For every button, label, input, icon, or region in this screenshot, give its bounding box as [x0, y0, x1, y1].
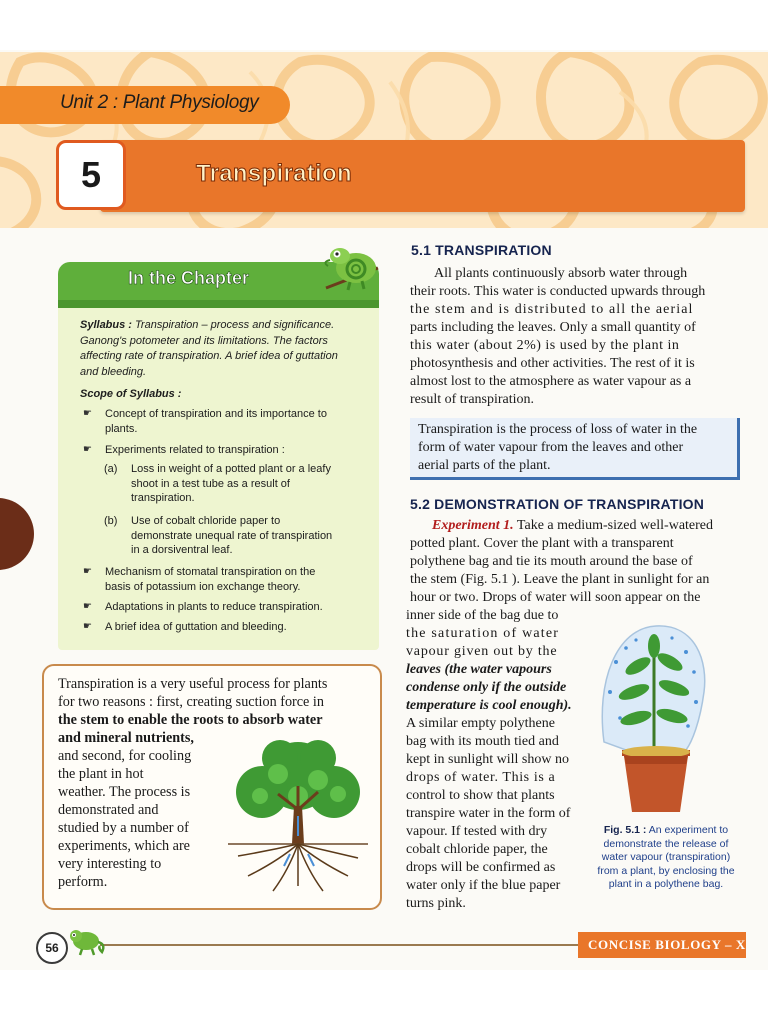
syllabus-line: Transpiration – process and significance. [135, 319, 335, 331]
scope-bullet: ☛ Mechanism of stomatal transpiration on the basis of potassium ion exchange theory. [83, 566, 316, 593]
paragraph-line: condense only if the outside [406, 680, 567, 695]
paragraph-line: their roots. This water is conducted upwards through [410, 284, 706, 299]
paragraph-line: the saturation of water [406, 626, 560, 641]
scope-label: Scope of Syllabus : [80, 388, 182, 400]
scope-bullet: ☛ A brief idea of guttation and bleeding. [83, 621, 287, 633]
scope-bullet: ☛ Concept of transpiration and its importance to plants. [83, 408, 327, 435]
tree-illustration [218, 736, 378, 896]
paragraph-line: water only if the blue paper [406, 878, 561, 893]
pointing-hand-icon: ☛ [83, 408, 92, 419]
chapter-number-box [56, 140, 126, 210]
figure-caption-text: An experiment to demonstrate the release of water vapour (transpiration) from a plant, by enclosing the plant in a polythene bag. [597, 824, 735, 890]
pointing-hand-icon: ☛ [83, 444, 92, 455]
in-the-chapter-title: In the Chapter [128, 268, 250, 288]
use-line: weather. The process is [58, 784, 191, 800]
paragraph-line: All plants continuously absorb water through [434, 266, 688, 281]
paragraph-line: drops of water. This is a [406, 770, 556, 785]
definition-line: Transpiration is the process of loss of water in the [418, 422, 698, 437]
use-line: very interesting to [58, 856, 162, 872]
use-line: for two reasons : first, creating suction force in [58, 694, 324, 710]
pointing-hand-icon: ☛ [83, 621, 92, 632]
section-heading: 5.1 TRANSPIRATION [411, 242, 552, 258]
paragraph-line: potted plant. Cover the plant with a transparent [410, 536, 674, 551]
paragraph-line: A similar empty polythene [406, 716, 555, 731]
paragraph-line: almost lost to the atmosphere as water vapour as a [410, 374, 692, 389]
paragraph-line: vapour given out by the [406, 644, 558, 659]
syllabus-line: and bleeding. [80, 365, 147, 378]
use-line: demonstrated and [58, 802, 159, 818]
use-line: Transpiration is a very useful process for plants [58, 676, 328, 692]
figure-caption [591, 824, 741, 892]
paragraph-line: leaves (the water vapours [406, 662, 552, 677]
paragraph-line: inner side of the bag due to [406, 608, 559, 623]
syllabus-label: Syllabus : [80, 319, 132, 331]
book-title: CONCISE BIOLOGY – X [588, 937, 746, 952]
chameleon-icon [322, 238, 382, 302]
figure-label: Fig. 5.1 : [603, 824, 647, 836]
chameleon-icon [64, 926, 106, 956]
section-heading: 5.2 DEMONSTRATION OF TRANSPIRATION [410, 496, 705, 512]
use-line: and mineral nutrients, [58, 730, 194, 746]
use-line: the plant in hot [58, 766, 144, 782]
paragraph-line: the stem and is distributed to all the aerial [410, 302, 694, 317]
scope-subitem: (a) Loss in weight of a potted plant or a leafy shoot in a test tube as a result of transpiration. [104, 463, 331, 504]
definition-line: aerial parts of the plant. [418, 458, 551, 473]
paragraph-line: Experiment 1. Take a medium-sized well-watered [432, 518, 714, 533]
paragraph-line: vapour. If tested with dry [406, 824, 548, 839]
use-line: experiments, which are [58, 838, 190, 854]
paragraph-line: control to show that plants [406, 788, 555, 803]
scope-subitem: (b) Use of cobalt chloride paper to demonstrate unequal rate of transpiration in a dorsiventral leaf. [104, 515, 333, 556]
paragraph-line: temperature is cool enough). [406, 698, 572, 713]
experiment-label: Experiment 1. [432, 518, 514, 533]
paragraph-line: kept in sunlight will show no [406, 752, 569, 767]
paragraph-line: the stem (Fig. 5.1 ). Leave the plant in sunlight for an [410, 572, 710, 587]
paragraph-line: result of transpiration. [410, 392, 535, 407]
paragraph-line: photosynthesis and other activities. The rest of it is [410, 356, 695, 371]
scope-bullet: ☛ Experiments related to transpiration : [83, 444, 285, 456]
paragraph-line: hour or two. Drops of water will soon appear on the [410, 590, 701, 605]
use-line: perform. [58, 874, 108, 890]
use-line: studied by a number of [58, 820, 189, 836]
chapter-title: Transpiration [196, 160, 352, 187]
paragraph-line: drops will be confirmed as [406, 860, 556, 875]
chapter-number: 5 [80, 154, 102, 195]
page-number: 56 [36, 932, 68, 964]
syllabus-text [80, 318, 376, 380]
paragraph-line: cobalt chloride paper, the [406, 842, 548, 857]
footer-rule [100, 944, 580, 946]
paragraph-line: turns pink. [406, 896, 466, 911]
paragraph-line: parts including the leaves. Only a small quantity of [410, 320, 696, 335]
use-line: the stem to enable the roots to absorb water [58, 712, 323, 728]
paragraph-line: this water (about 2%) is used by the plant in [410, 338, 680, 353]
pointing-hand-icon: ☛ [83, 566, 92, 577]
syllabus-line: Ganong's potometer and its limitations. The factors [80, 334, 328, 347]
paragraph-line: transpire water in the form of [406, 806, 571, 821]
paragraph-line: polythene bag and tie its mouth around the base of [410, 554, 693, 569]
syllabus-line: affecting rate of transpiration. A brief idea of guttation [80, 350, 338, 362]
unit-label: Unit 2 : Plant Physiology [60, 92, 259, 113]
definition-line: form of water vapour from the leaves and other [418, 440, 684, 455]
potted-plant-in-bag-illustration [596, 622, 708, 818]
paragraph-line: bag with its mouth tied and [406, 734, 559, 749]
pointing-hand-icon: ☛ [83, 601, 92, 612]
scope-bullet: ☛ Adaptations in plants to reduce transpiration. [83, 601, 323, 613]
use-line: and second, for cooling [58, 748, 192, 764]
